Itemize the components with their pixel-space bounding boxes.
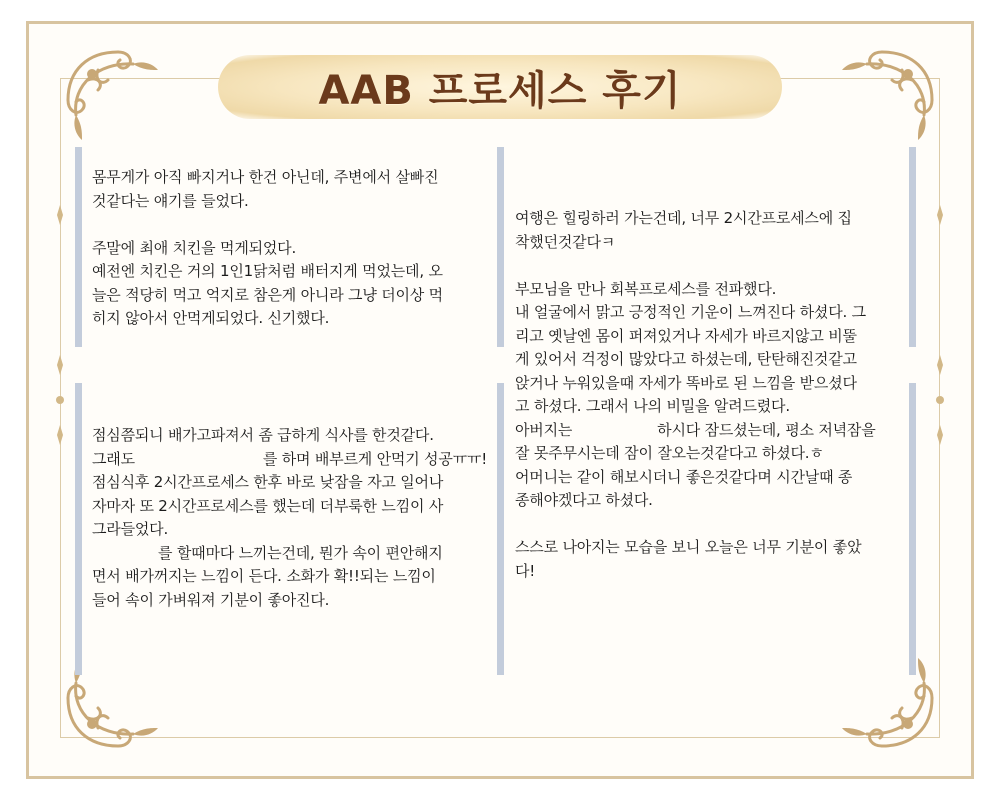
text-line: 몸무게가 아직 빠지거나 한건 아닌데, 주변에서 살빠진 [92,168,439,186]
text-line: 게 있어서 걱정이 많았다고 하셨는데, 탄탄해진것같고 [515,350,857,368]
accent-bar-right-bottom [909,383,916,675]
text-line: 어머니는 같이 해보시더니 좋은것같다며 시간날때 종 [515,467,853,486]
text-line: 예전엔 치킨은 거의 1인1닭처럼 배터지게 먹었는데, 오 [92,262,443,280]
corner-ornament-top-right-icon [832,40,942,150]
review-block-left-top [92,166,443,331]
accent-bar-left-bottom [75,383,82,675]
text-line: 것같다는 얘기를 들었다. [92,191,249,210]
text-line: 리고 옛날엔 몸이 퍼져있거나 자세가 바르지않고 비뚤 [515,326,857,345]
text-line: 히지 않아서 안먹게되었다. 신기했다. [92,309,330,327]
text-line: 늘은 적당히 먹고 억지로 참은게 아니라 그냥 더이상 먹 [92,285,443,304]
corner-ornament-top-left-icon [58,40,168,150]
text-line: 그래도 를 하며 배부르게 안먹기 성공ㅠㅠ! [92,449,488,468]
text-line: 점심쯤되니 배가고파져서 좀 급하게 식사를 한것같다. [92,426,434,444]
text-line: 자마자 또 2시간프로세스를 했는데 더부룩한 느낌이 사 [92,496,444,515]
side-ornament-right-icon [933,355,947,445]
corner-ornament-bottom-right-icon [832,648,942,758]
text-line: 들어 속이 가벼워져 기분이 좋아진다. [92,590,330,609]
accent-bar-center-top [497,147,504,347]
page-title: AAB 프로세스 후기 [318,67,682,114]
text-line: 다! [515,561,536,580]
accent-bar-left-top [75,147,82,347]
side-ornament-right-upper-icon [933,170,947,260]
review-block-right [515,207,876,583]
text-line: 주말에 최애 치킨을 먹게되었다. [92,238,297,257]
title-banner [218,55,782,119]
side-ornament-left-icon [53,355,67,445]
text-line: 잘 못주무시는데 잠이 잘오는것같다고 하셨다.ㅎ [515,444,824,462]
text-line: 앉거나 누워있을때 자세가 똑바로 된 느낌을 받으셨다 [515,373,857,392]
text-line: 점심식후 2시간프로세스 한후 바로 낮잠을 자고 일어나 [92,473,444,491]
text-line: 그라들었다. [92,520,169,538]
accent-bar-center-bottom [497,383,504,675]
text-line: 를 할때마다 느끼는건데, 뭔가 속이 편안해지 [158,543,443,562]
text-line: 여행은 힐링하러 가는건데, 너무 2시간프로세스에 집 [515,209,852,227]
accent-bar-right-top [909,147,916,347]
text-line: 내 얼굴에서 맑고 긍정적인 기운이 느껴진다 하셨다. 그 [515,303,866,321]
text-line: 면서 배가꺼지는 느낌이 든다. 소화가 확!!되는 느낌이 [92,567,436,585]
text-line: 고 하셨다. 그래서 나의 비밀을 알려드렸다. [515,397,790,415]
text-line: 부모님을 만나 회복프로세스를 전파했다. [515,279,777,298]
text-line: 착했던것같다ㅋ [515,232,616,251]
text-line: 스스로 나아지는 모습을 보니 오늘은 너무 기분이 좋았 [515,538,862,556]
text-line: 아버지는 하시다 잠드셨는데, 평소 저녁잠을 [515,420,876,439]
review-block-left-bottom [92,424,487,612]
side-ornament-left-upper-icon [53,170,67,260]
text-line: 종해야겠다고 하셨다. [515,491,653,509]
